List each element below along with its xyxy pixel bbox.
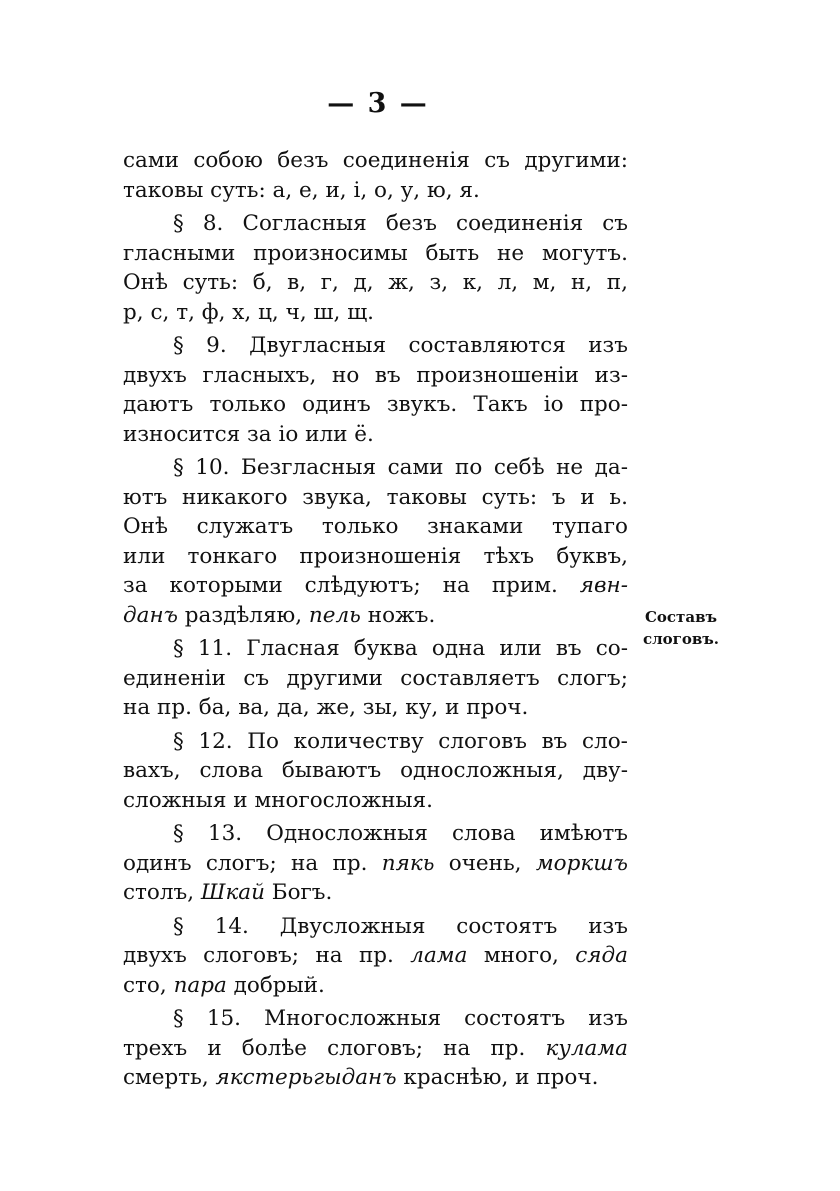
word: и <box>207 1035 222 1061</box>
word: за <box>247 421 272 447</box>
word: По <box>247 728 279 754</box>
word: тупаго <box>552 514 628 539</box>
text-line <box>123 268 628 298</box>
word: сами <box>123 148 179 173</box>
text-line <box>123 1004 628 1034</box>
word: безъ <box>385 211 437 236</box>
word: не <box>497 240 525 266</box>
word: краснѣю, <box>403 1065 509 1090</box>
word: § <box>173 913 184 939</box>
word: тонкаго <box>187 543 278 569</box>
word: на <box>442 573 470 598</box>
word: другими: <box>524 148 628 173</box>
word: ютъ <box>123 484 168 510</box>
word: соединенія <box>456 211 584 236</box>
paragraph <box>123 727 628 816</box>
text-line <box>123 849 628 879</box>
word: многосложныя. <box>254 787 433 813</box>
word: ъ <box>551 484 566 510</box>
word: 10. <box>195 455 230 480</box>
word: п, <box>606 270 628 295</box>
margin-note-line: Составъ <box>644 608 718 626</box>
word: добрый. <box>233 972 325 998</box>
word: могутъ. <box>541 240 628 266</box>
word: з, <box>429 270 449 295</box>
text-line <box>123 971 628 1001</box>
paragraph <box>123 331 628 449</box>
word: состоятъ <box>464 1006 566 1031</box>
word: или <box>305 421 348 447</box>
word: составляетъ <box>400 665 540 691</box>
word: пр. <box>358 943 394 968</box>
word: составляются <box>408 333 566 358</box>
text-line <box>123 176 628 206</box>
word: пр. <box>157 695 192 720</box>
word: слова <box>451 821 516 846</box>
word: на <box>443 1035 471 1061</box>
word: с, <box>150 299 170 325</box>
word: сто, <box>123 972 167 998</box>
word: тѣхъ <box>483 543 535 569</box>
word: звукъ. <box>386 392 458 417</box>
word: Односложныя <box>266 821 428 846</box>
word: которыми <box>169 573 283 598</box>
word: м, <box>532 270 557 295</box>
word: одинъ <box>302 392 371 417</box>
text-line <box>123 819 628 849</box>
word: в, <box>287 270 307 295</box>
paragraph <box>123 819 628 908</box>
word: изъ <box>588 913 628 939</box>
word: пр. <box>490 1035 526 1061</box>
word: ч, <box>285 299 307 325</box>
word: ба, <box>198 695 232 720</box>
word: данъ <box>123 602 178 628</box>
word: раздѣляю, <box>184 602 303 628</box>
word: 15. <box>206 1006 242 1031</box>
word: у, <box>400 177 421 203</box>
word: ж, <box>388 270 415 295</box>
word: же, <box>316 695 356 720</box>
word: сло- <box>582 728 628 754</box>
text-line <box>123 571 628 601</box>
word: Онѣ <box>123 270 168 295</box>
word: имѣютъ <box>539 821 628 846</box>
word: много, <box>483 943 559 968</box>
word: съ <box>602 211 628 236</box>
word: количеству <box>293 728 424 754</box>
word: собою <box>193 148 263 173</box>
word: Гласная <box>246 636 340 661</box>
word: 12. <box>198 728 233 754</box>
word: т, <box>176 299 195 325</box>
word: явн- <box>579 573 628 598</box>
word: ё. <box>354 421 374 447</box>
word: произношенія <box>299 543 462 569</box>
word: бываютъ <box>281 758 382 783</box>
word: слѣдуютъ; <box>304 573 421 598</box>
word: ш, <box>313 299 341 325</box>
word: таковы <box>123 177 204 203</box>
word: трехъ <box>123 1035 188 1061</box>
text-line <box>123 941 628 971</box>
word: знаками <box>427 514 524 539</box>
word: слоговъ; <box>203 943 300 968</box>
word: Безгласныя <box>241 455 377 480</box>
word: § <box>173 728 184 754</box>
word: про- <box>579 392 628 417</box>
word: я. <box>459 177 480 203</box>
word: не <box>556 455 584 480</box>
word: кулама <box>545 1035 628 1061</box>
word: Онѣ <box>123 514 168 539</box>
word: суть: <box>481 484 538 510</box>
word: ц, <box>258 299 279 325</box>
text-line <box>123 1063 628 1093</box>
text-line <box>123 420 628 450</box>
word: или <box>123 543 166 569</box>
body-text <box>123 146 628 1097</box>
word: ю, <box>426 177 453 203</box>
paragraph <box>123 453 628 630</box>
word: лама <box>410 943 468 968</box>
word: съ <box>243 665 270 691</box>
word: произношеніи <box>416 362 579 388</box>
word: ва, <box>238 695 270 720</box>
word: х, <box>232 299 252 325</box>
word: гласныхъ, <box>202 362 317 388</box>
word: прим. <box>491 573 558 598</box>
word: ножъ. <box>367 602 436 628</box>
word: да- <box>594 455 628 480</box>
word: соединенія <box>342 148 470 173</box>
word: пякь <box>381 850 435 876</box>
text-line <box>123 512 628 542</box>
word: за <box>123 573 148 598</box>
word: і, <box>353 177 368 203</box>
text-line <box>123 361 628 391</box>
text-line <box>123 693 628 723</box>
word: 8. <box>202 211 224 236</box>
word: смерть, <box>123 1065 209 1090</box>
text-line <box>123 634 628 664</box>
word: н, <box>570 270 593 295</box>
word: очень, <box>448 850 522 876</box>
word: даютъ <box>123 392 194 417</box>
word: ь. <box>609 484 628 510</box>
word: и, <box>325 177 347 203</box>
word: Многосложныя <box>264 1006 442 1031</box>
word: но <box>331 362 360 388</box>
word: единеніи <box>123 665 226 691</box>
text-line <box>123 331 628 361</box>
word: только <box>321 514 399 539</box>
word: проч. <box>466 695 529 720</box>
word: слогъ; <box>557 665 628 691</box>
word: 14. <box>214 913 249 939</box>
word: § <box>173 455 184 480</box>
word: 11. <box>197 636 233 661</box>
word: двухъ <box>123 362 187 388</box>
word: одна <box>431 636 486 661</box>
text-line <box>123 390 628 420</box>
word: § <box>173 821 184 846</box>
word: іо <box>278 421 299 447</box>
word: суть: <box>210 177 266 203</box>
word: якстерьгыданъ <box>215 1065 397 1090</box>
text-line <box>123 664 628 694</box>
word: л, <box>497 270 519 295</box>
word: произносимы <box>253 240 408 266</box>
margin-note <box>635 606 727 650</box>
word: пель <box>308 602 361 628</box>
text-line <box>123 756 628 786</box>
text-line <box>123 912 628 942</box>
word: вахъ, <box>123 758 181 783</box>
word: Шкай <box>200 880 265 905</box>
word: изъ <box>588 333 628 358</box>
word: р, <box>123 299 144 325</box>
text-line <box>123 483 628 513</box>
word: б, <box>252 270 273 295</box>
text-line <box>123 786 628 816</box>
word: § <box>173 636 184 661</box>
word: безъ <box>277 148 329 173</box>
word: § <box>173 211 184 236</box>
word: въ <box>555 636 582 661</box>
text-line <box>123 209 628 239</box>
word: себѣ <box>493 455 545 480</box>
word: и <box>515 1065 530 1090</box>
word: и <box>580 484 595 510</box>
word: слова <box>199 758 264 783</box>
word: из- <box>594 362 628 388</box>
word: щ. <box>347 299 375 325</box>
word: служатъ <box>196 514 294 539</box>
word: § <box>173 1006 184 1031</box>
word: да, <box>276 695 310 720</box>
word: суть: <box>182 270 239 295</box>
word: на <box>315 943 343 968</box>
text-line <box>123 298 628 328</box>
word: сложныя <box>123 787 227 813</box>
word: слогъ; <box>205 850 277 876</box>
word: е, <box>299 177 319 203</box>
paragraph <box>123 146 628 205</box>
word: а, <box>272 177 293 203</box>
word: быть <box>425 240 480 266</box>
word: таковы <box>386 484 467 510</box>
word: на <box>291 850 319 876</box>
word: § <box>173 333 184 358</box>
word: 9. <box>206 333 227 358</box>
page-number: — 3 — <box>327 88 429 119</box>
word: моркшъ <box>535 850 628 876</box>
text-line <box>123 453 628 483</box>
word: состоятъ <box>456 913 558 939</box>
word: въ <box>541 728 568 754</box>
word: Двусложныя <box>279 913 426 939</box>
word: Двугласныя <box>249 333 387 358</box>
word: сяда <box>575 943 628 968</box>
text-line <box>123 601 628 631</box>
word: никакого <box>182 484 288 510</box>
word: гласными <box>123 240 236 266</box>
word: проч. <box>536 1065 599 1090</box>
word: двухъ <box>123 943 187 968</box>
word: одинъ <box>123 850 192 876</box>
paragraph <box>123 634 628 723</box>
word: другими <box>286 665 383 691</box>
word: только <box>209 392 287 417</box>
text-line <box>123 239 628 269</box>
word: о, <box>374 177 394 203</box>
word: ку, <box>405 695 439 720</box>
word: буквъ, <box>556 543 628 569</box>
margin-note-line: слоговъ. <box>642 630 720 648</box>
word: слоговъ <box>438 728 527 754</box>
word: съ <box>484 148 510 173</box>
text-line <box>123 727 628 757</box>
text-line <box>123 1034 628 1064</box>
word: и <box>233 787 248 813</box>
word: изъ <box>588 1006 628 1031</box>
word: звука, <box>302 484 372 510</box>
word: Такъ <box>473 392 528 417</box>
word: г, <box>320 270 339 295</box>
word: іо <box>543 392 564 417</box>
word: болѣе <box>241 1035 308 1061</box>
word: 13. <box>207 821 243 846</box>
text-line <box>123 542 628 572</box>
paragraph <box>123 1004 628 1093</box>
word: сами <box>387 455 444 480</box>
text-line <box>123 878 628 908</box>
word: зы, <box>362 695 399 720</box>
word: на <box>123 695 151 720</box>
word: ф, <box>201 299 226 325</box>
text-line <box>123 146 628 176</box>
word: столъ, <box>123 880 195 905</box>
word: односложныя, <box>400 758 564 783</box>
paragraph <box>123 209 628 327</box>
word: или <box>499 636 542 661</box>
word: буква <box>353 636 418 661</box>
word: въ <box>374 362 401 388</box>
word: и <box>445 695 460 720</box>
word: Согласныя <box>242 211 367 236</box>
word: пр. <box>332 850 368 876</box>
word: со- <box>595 636 628 661</box>
paragraph <box>123 912 628 1001</box>
word: пара <box>173 972 227 998</box>
word: к, <box>462 270 483 295</box>
word: д, <box>353 270 374 295</box>
word: дву- <box>582 758 628 783</box>
word: износится <box>123 421 241 447</box>
word: слоговъ; <box>327 1035 424 1061</box>
word: Богъ. <box>271 880 333 905</box>
word: по <box>455 455 483 480</box>
